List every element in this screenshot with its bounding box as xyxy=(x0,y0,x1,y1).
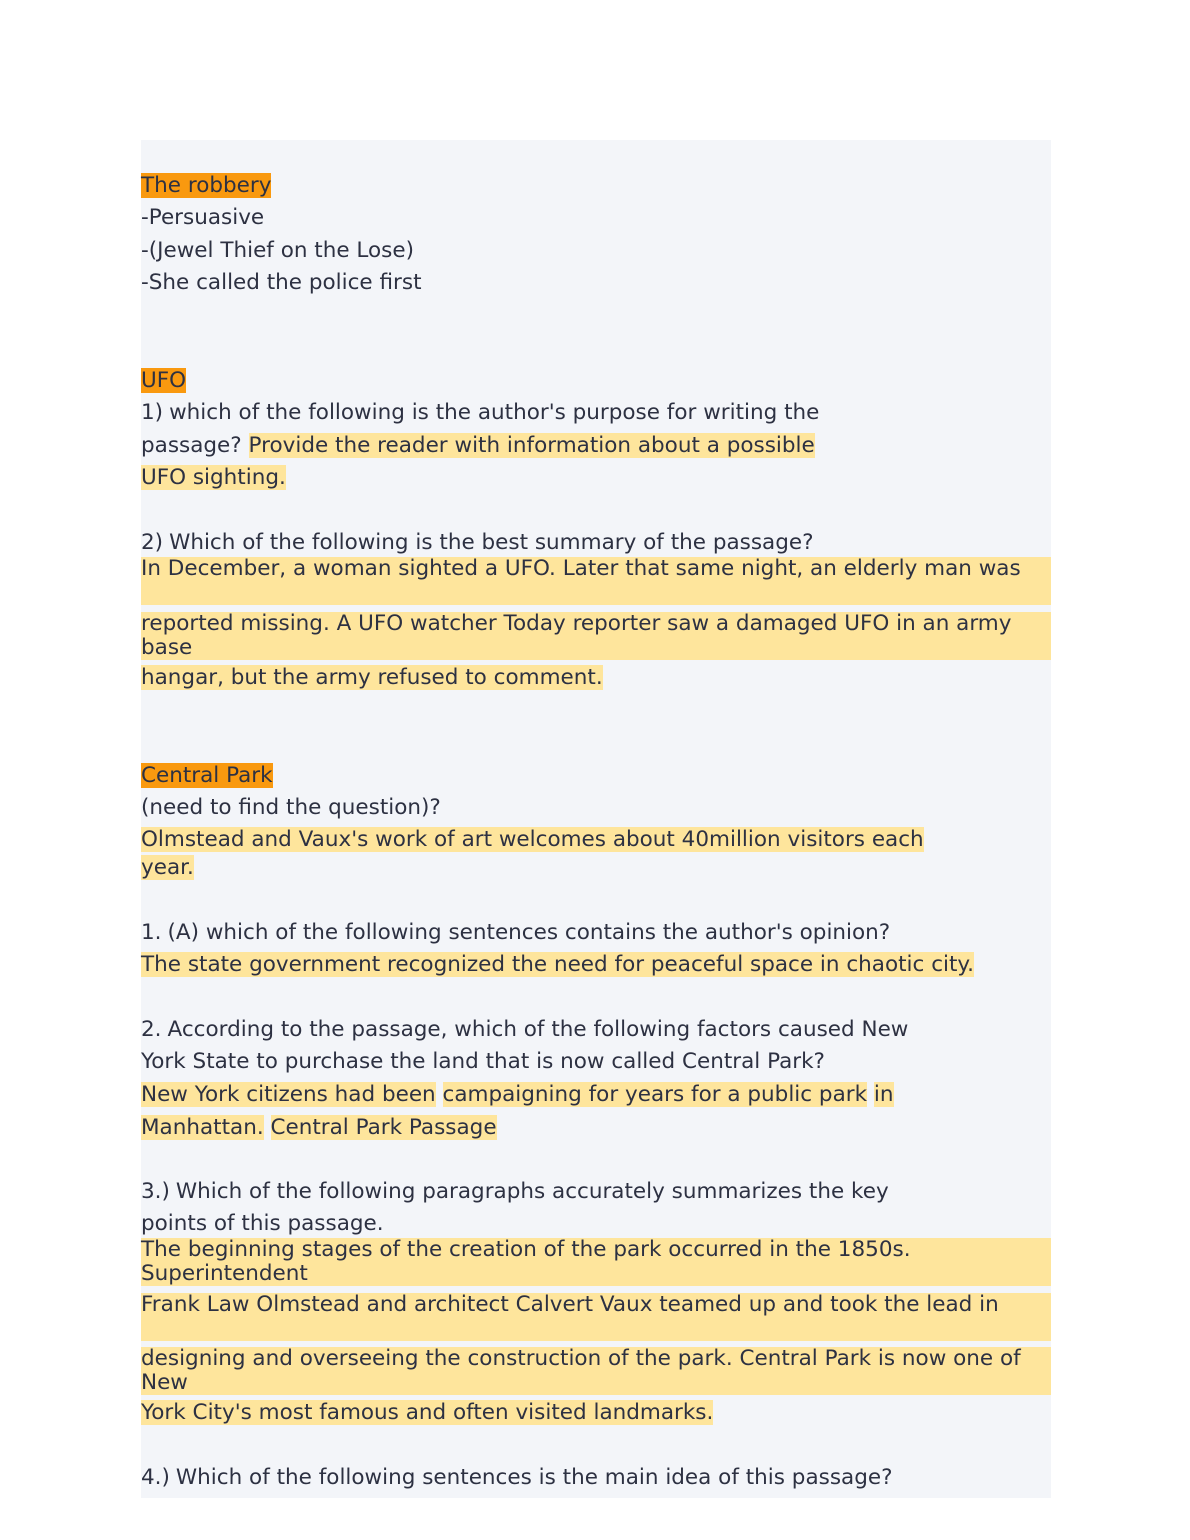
question-number: 3.) xyxy=(141,1179,170,1204)
robbery-note-2: -(Jewel Thief on the Lose) xyxy=(141,238,415,263)
section-heading-central-park xyxy=(141,762,273,790)
central-park-answer-2-line-2 xyxy=(141,1114,497,1142)
question-number: 2. xyxy=(141,1017,162,1042)
question-text: which of the following is the author's purpose for writing the xyxy=(169,400,820,425)
question-text: Which of the following is the best summary of the passage? xyxy=(169,530,814,555)
answer-text: in xyxy=(873,1082,894,1107)
answer-text: New York citizens had been xyxy=(141,1082,436,1107)
answer-text: Provide the reader with information about a possible xyxy=(248,433,815,458)
central-park-answer-3-part-4 xyxy=(141,1399,713,1427)
question-text: passage? xyxy=(141,433,242,458)
answer-text: York City's most famous and often visited landmarks. xyxy=(141,1400,714,1425)
heading-text: Central Park xyxy=(141,763,273,788)
central-park-question-3 xyxy=(141,1178,889,1206)
central-park-intro-answer-line-2 xyxy=(141,854,194,882)
central-park-note: (need to find the question)? xyxy=(141,795,441,820)
answer-text: Olmstead and Vaux's work of art welcomes about 40million visitors each xyxy=(141,827,924,852)
question-text: Which of the following paragraphs accurately summarizes the key xyxy=(175,1179,889,1204)
central-park-answer-2 xyxy=(141,1081,894,1109)
heading-text: The robbery xyxy=(141,173,272,198)
answer-text: hangar, but the army refused to comment. xyxy=(141,665,603,690)
central-park-question-2 xyxy=(141,1016,908,1044)
answer-text: Manhattan. xyxy=(141,1115,264,1140)
answer-text: UFO sighting. xyxy=(141,465,286,490)
question-number: 1. xyxy=(141,920,162,945)
ufo-answer-2-part-1: In December, a woman sighted a UFO. Later that same night, an elderly man was xyxy=(141,557,1051,605)
ufo-answer-2-part-2: reported missing. A UFO watcher Today reporter saw a damaged UFO in an army base xyxy=(141,612,1051,660)
answer-text: year. xyxy=(141,855,194,880)
central-park-answer-3-part-2: Frank Law Olmstead and architect Calvert Vaux teamed up and took the lead in xyxy=(141,1293,1051,1341)
section-heading-ufo xyxy=(141,367,186,395)
question-text: (A) which of the following sentences contains the author's opinion? xyxy=(167,920,891,945)
ufo-answer-2-part-3 xyxy=(141,664,603,692)
central-park-answer-3-part-1: The beginning stages of the creation of the park occurred in the 1850s. Superintendent xyxy=(141,1238,1051,1286)
central-park-answer-1 xyxy=(141,951,974,979)
central-park-question-3-line-2: points of this passage. xyxy=(141,1211,384,1236)
question-number: 2) xyxy=(141,530,164,555)
ufo-question-1 xyxy=(141,399,819,427)
central-park-question-4 xyxy=(141,1464,892,1492)
central-park-answer-3-part-3: designing and overseeing the construction of the park. Central Park is now one of New xyxy=(141,1347,1051,1395)
answer-text: The state government recognized the need for peaceful space in chaotic city. xyxy=(141,952,974,977)
question-number: 4.) xyxy=(141,1465,170,1490)
robbery-note-1: -Persuasive xyxy=(141,205,265,230)
answer-text: campaigning for years for a public park xyxy=(442,1082,868,1107)
central-park-question-2-line-2: York State to purchase the land that is now called Central Park? xyxy=(141,1049,825,1074)
ufo-question-1-line-2 xyxy=(141,432,815,460)
central-park-intro-answer xyxy=(141,826,924,854)
question-number: 1) xyxy=(141,400,164,425)
source-label: Central Park Passage xyxy=(270,1115,497,1140)
question-text: Which of the following sentences is the main idea of this passage? xyxy=(175,1465,893,1490)
robbery-note-3: -She called the police first xyxy=(141,270,422,295)
section-heading-robbery xyxy=(141,172,271,200)
heading-text: UFO xyxy=(141,368,187,393)
ufo-question-2 xyxy=(141,529,814,557)
central-park-question-1 xyxy=(141,919,890,947)
question-text: According to the passage, which of the following factors caused New xyxy=(167,1017,909,1042)
ufo-answer-1-line-2 xyxy=(141,464,286,492)
